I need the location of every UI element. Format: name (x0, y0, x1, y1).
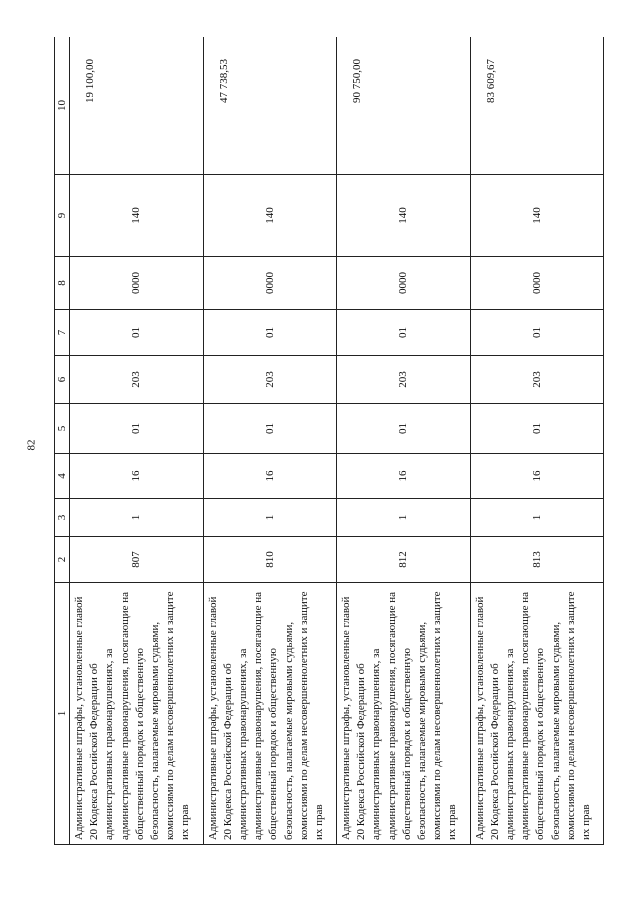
code-cell: 01 (70, 310, 204, 356)
admin-code-cell: 813 (470, 537, 604, 583)
admin-code-cell: 812 (337, 537, 471, 583)
code-cell: 01 (337, 310, 471, 356)
code-cell: 01 (470, 310, 604, 356)
column-header: 5 (55, 404, 70, 454)
code-cell: 01 (337, 404, 471, 454)
table-row (337, 37, 471, 845)
code-cell: 16 (70, 454, 204, 499)
table-row (203, 37, 337, 845)
code-cell: 0000 (203, 257, 337, 310)
column-header: 9 (55, 175, 70, 257)
code-cell: 140 (470, 175, 604, 257)
code-cell: 01 (470, 404, 604, 454)
table-header-row (55, 37, 70, 845)
row-description: Административные штрафы, установленные главой 20 Кодекса Российской Федерации об административных правонарушениях, за административные правонарушения, посягающие на общественный порядок и общественную безопасность, налагаемые мировыми судьями, комиссиями по делам несовершеннолетних и защите их прав (203, 583, 337, 845)
column-header: 1 (55, 583, 70, 845)
amount-cell: 19 100,00 (70, 37, 204, 175)
page-number: 82 (25, 439, 38, 451)
column-header: 6 (55, 356, 70, 404)
code-cell: 01 (203, 310, 337, 356)
code-cell: 203 (337, 356, 471, 404)
code-cell: 0000 (470, 257, 604, 310)
code-cell: 1 (470, 499, 604, 537)
admin-code-cell: 807 (70, 537, 204, 583)
column-header: 10 (55, 37, 70, 175)
column-header: 3 (55, 499, 70, 537)
code-cell: 0000 (70, 257, 204, 310)
admin-code-cell: 810 (203, 537, 337, 583)
code-cell: 1 (70, 499, 204, 537)
table-row (470, 37, 604, 845)
code-cell: 203 (470, 356, 604, 404)
column-header: 7 (55, 310, 70, 356)
code-cell: 203 (203, 356, 337, 404)
code-cell: 01 (70, 404, 204, 454)
column-header: 8 (55, 257, 70, 310)
column-header: 2 (55, 537, 70, 583)
code-cell: 16 (203, 454, 337, 499)
amount-cell: 47 738,53 (203, 37, 337, 175)
code-cell: 16 (470, 454, 604, 499)
row-description: Административные штрафы, установленные главой 20 Кодекса Российской Федерации об административных правонарушениях, за административные правонарушения, посягающие на общественный порядок и общественную безопасность, налагаемые мировыми судьями, комиссиями по делам несовершеннолетних и защите их прав (470, 583, 604, 845)
amount-cell: 83 609,67 (470, 37, 604, 175)
code-cell: 1 (203, 499, 337, 537)
code-cell: 1 (337, 499, 471, 537)
amount-cell: 90 750,00 (337, 37, 471, 175)
code-cell: 140 (203, 175, 337, 257)
code-cell: 140 (70, 175, 204, 257)
code-cell: 01 (203, 404, 337, 454)
budget-table (54, 37, 604, 845)
code-cell: 0000 (337, 257, 471, 310)
row-description: Административные штрафы, установленные главой 20 Кодекса Российской Федерации об административных правонарушениях, за административные правонарушения, посягающие на общественный порядок и общественную безопасность, налагаемые мировыми судьями, комиссиями по делам несовершеннолетних и защите их прав (70, 583, 204, 845)
row-description: Административные штрафы, установленные главой 20 Кодекса Российской Федерации об административных правонарушениях, за административные правонарушения, посягающие на общественный порядок и общественную безопасность, налагаемые мировыми судьями, комиссиями по делам несовершеннолетних и защите их прав (337, 583, 471, 845)
code-cell: 140 (337, 175, 471, 257)
rotated-table-container (54, 37, 604, 845)
code-cell: 203 (70, 356, 204, 404)
document-page (54, 37, 604, 845)
code-cell: 16 (337, 454, 471, 499)
table-row (70, 37, 204, 845)
column-header: 4 (55, 454, 70, 499)
